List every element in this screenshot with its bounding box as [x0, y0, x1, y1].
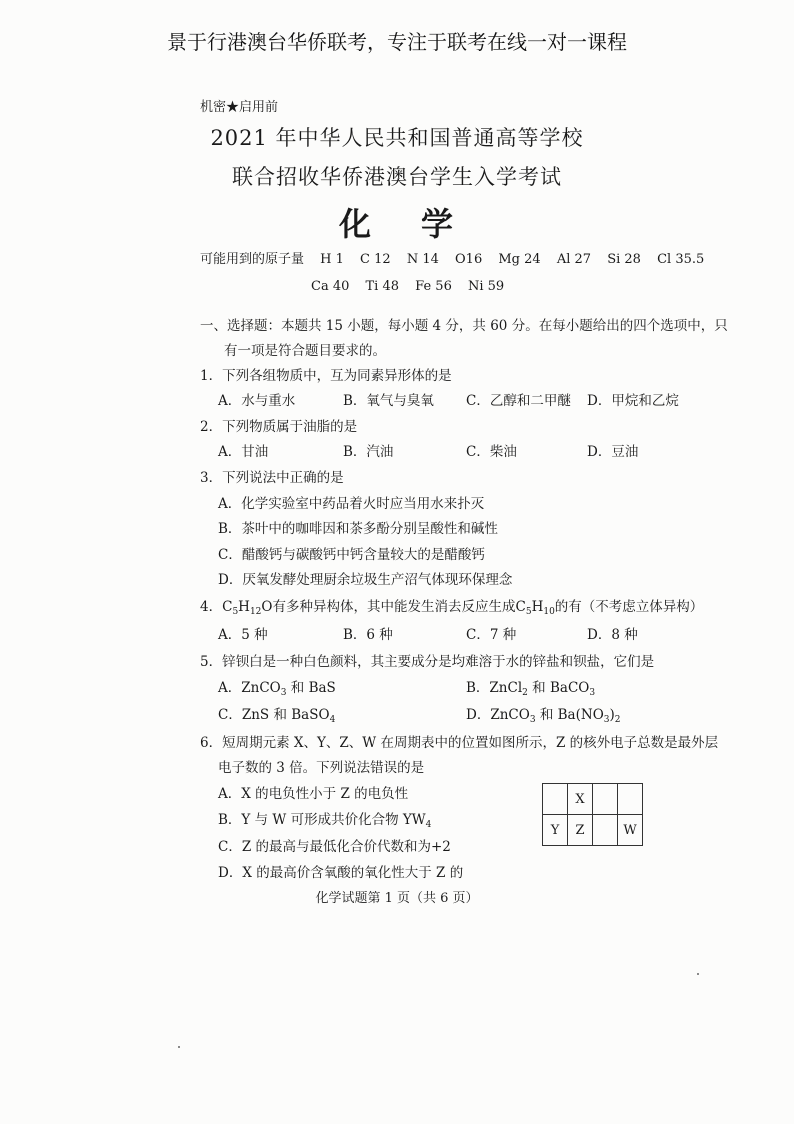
- atomic-mass: Al 27: [556, 252, 592, 267]
- subject-title: [0, 199, 794, 245]
- conjunction: 和: [527, 680, 550, 696]
- confidential-label: 机密★启用前: [200, 100, 279, 115]
- formula: ZnCO: [241, 680, 281, 696]
- q1-option-a: A．水与重水: [218, 393, 296, 409]
- atomic-masses-label: 可能用到的原子量: [200, 252, 305, 267]
- question-5-stem: 5．锌钡白是一种白色颜料，其主要成分是均难溶于水的锌盐和钡盐，它们是: [200, 654, 655, 670]
- atomic-mass: N 14: [406, 252, 439, 267]
- grid-cell-y: Y: [543, 815, 568, 846]
- option-label: B．: [466, 680, 490, 696]
- exam-title-line1: 2021 年中华人民共和国普通高等学校: [210, 126, 584, 150]
- q3-option-b: B．茶叶中的咖啡因和茶多酚分别呈酸性和碱性: [218, 521, 498, 537]
- subscript: 4: [425, 820, 432, 830]
- q5-option-a: [218, 676, 336, 698]
- question-6-stem: 6．短周期元素 X、Y、Z、W 在周期表中的位置如图所示，Z 的核外电子总数是最外层: [200, 735, 719, 751]
- q4-option-a: A．5 种: [218, 627, 268, 643]
- grid-cell: [593, 815, 618, 846]
- subject-char-1: 化: [338, 205, 373, 243]
- banner-text: 景于行港澳台华侨联考，专注于联考在线一对一课程: [167, 30, 627, 54]
- grid-cell: [593, 784, 618, 815]
- q4-number: 4．: [200, 599, 223, 615]
- q4-option-c: C．7 种: [466, 627, 517, 643]
- subscript: 2: [614, 715, 621, 725]
- formula: ZnCl: [489, 680, 523, 696]
- q2-option-d: D．豆油: [587, 444, 639, 460]
- q4-option-d: D．8 种: [587, 627, 638, 643]
- option-text: B．Y 与 W 可形成共价化合物 YW: [218, 812, 426, 828]
- q3-option-c: C．醋酸钙与碳酸钙中钙含量较大的是醋酸钙: [218, 547, 485, 563]
- option-label: A．: [218, 680, 242, 696]
- q4-option-b: B．6 种: [343, 627, 393, 643]
- q5-option-d: [466, 703, 621, 725]
- option-label: D．: [466, 707, 491, 723]
- q5-option-b: [466, 676, 595, 698]
- scan-speck: [697, 973, 699, 975]
- formula: BaCO: [549, 680, 590, 696]
- atomic-mass: C 12: [360, 252, 391, 267]
- question-4-stem: [200, 595, 703, 617]
- question-3-stem: 3．下列说法中正确的是: [200, 470, 344, 486]
- formula: ): [609, 707, 615, 723]
- q4-subscript: 5: [525, 607, 532, 617]
- conjunction: 和: [269, 707, 292, 723]
- q4-subscript: 12: [249, 607, 262, 617]
- q3-option-a: A．化学实验室中药品着火时应当用水来扑灭: [218, 496, 485, 512]
- page-footer: 化学试题第 1 页（共 6 页）: [315, 891, 479, 906]
- conjunction: 和: [535, 707, 558, 723]
- q4-formula-part: O: [261, 599, 273, 615]
- question-6-stem-cont: 电子数的 3 倍。下列说法错误的是: [218, 760, 425, 776]
- grid-row: [543, 784, 643, 815]
- q4-formula-part: H: [531, 599, 544, 615]
- grid-cell: [618, 784, 643, 815]
- atomic-mass: Ti 48: [365, 279, 400, 294]
- subscript: 4: [329, 715, 336, 725]
- q2-option-c: C．柴油: [466, 444, 517, 460]
- atomic-mass: H 1: [320, 252, 344, 267]
- q3-option-d: D．厌氧发酵处理厨余垃圾生产沼气体现环保理念: [218, 572, 513, 588]
- atomic-mass: Fe 56: [415, 279, 452, 294]
- q6-option-c: C．Z 的最高与最低化合价代数和为+2: [218, 839, 451, 855]
- q4-stem-text: 的有（不考虑立体异构）: [554, 599, 704, 615]
- question-2-stem: 2．下列物质属于油脂的是: [200, 419, 358, 435]
- formula: BaSO: [291, 707, 330, 723]
- periodic-table-fragment: [542, 783, 643, 846]
- grid-cell-w: W: [618, 815, 643, 846]
- formula: BaS: [308, 680, 336, 696]
- grid-cell-z: Z: [568, 815, 593, 846]
- formula: Ba(NO: [557, 707, 604, 723]
- subscript: 3: [529, 715, 536, 725]
- subscript: 3: [603, 715, 610, 725]
- q1-option-c: C．乙醇和二甲醚: [466, 393, 571, 409]
- atomic-mass: Si 28: [607, 252, 641, 267]
- atomic-mass: Ni 59: [468, 279, 505, 294]
- q4-formula-part: C: [222, 599, 233, 615]
- atomic-mass: O16: [455, 252, 483, 267]
- q6-option-d: D．X 的最高价含氧酸的氧化性大于 Z 的: [218, 865, 464, 881]
- subscript: 3: [280, 688, 287, 698]
- exam-title-line2: 联合招收华侨港澳台学生入学考试: [232, 165, 562, 189]
- section-heading: 一、选择题：本题共 15 小题，每小题 4 分，共 60 分。在每小题给出的四个选项中，只: [200, 318, 728, 334]
- q6-option-b: [218, 808, 431, 830]
- atomic-mass: Mg 24: [498, 252, 541, 267]
- subscript: 3: [589, 688, 596, 698]
- atomic-masses-row1: [200, 248, 716, 267]
- q6-option-a: A．X 的电负性小于 Z 的电负性: [218, 786, 409, 802]
- q4-subscript: 5: [232, 607, 239, 617]
- grid-cell-x: X: [568, 784, 593, 815]
- q4-formula-part: C: [515, 599, 526, 615]
- option-label: C．: [218, 707, 242, 723]
- q2-option-b: B．汽油: [343, 444, 394, 460]
- q4-stem-text: 有多种异构体，其中能发生消去反应生成: [272, 599, 516, 615]
- q1-option-b: B．氧气与臭氧: [343, 393, 434, 409]
- q2-option-a: A．甘油: [218, 444, 269, 460]
- formula: ZnCO: [490, 707, 530, 723]
- question-1-stem: 1．下列各组物质中，互为同素异形体的是: [200, 368, 452, 384]
- subject-char-2: 学: [421, 205, 456, 243]
- atomic-masses-row2: [311, 279, 516, 294]
- scan-speck: [178, 1046, 180, 1048]
- atomic-mass: Cl 35.5: [657, 252, 705, 267]
- q4-subscript: 10: [543, 607, 555, 617]
- q4-formula-part: H: [238, 599, 250, 615]
- subscript: 2: [522, 688, 528, 698]
- q1-option-d: D．甲烷和乙烷: [587, 393, 679, 409]
- conjunction: 和: [286, 680, 309, 696]
- grid-row: [543, 815, 643, 846]
- formula: ZnS: [241, 707, 270, 723]
- q5-option-c: [218, 703, 335, 725]
- atomic-mass: Ca 40: [311, 279, 350, 294]
- grid-cell: [543, 784, 568, 815]
- section-heading-cont: 有一项是符合题目要求的。: [224, 343, 386, 359]
